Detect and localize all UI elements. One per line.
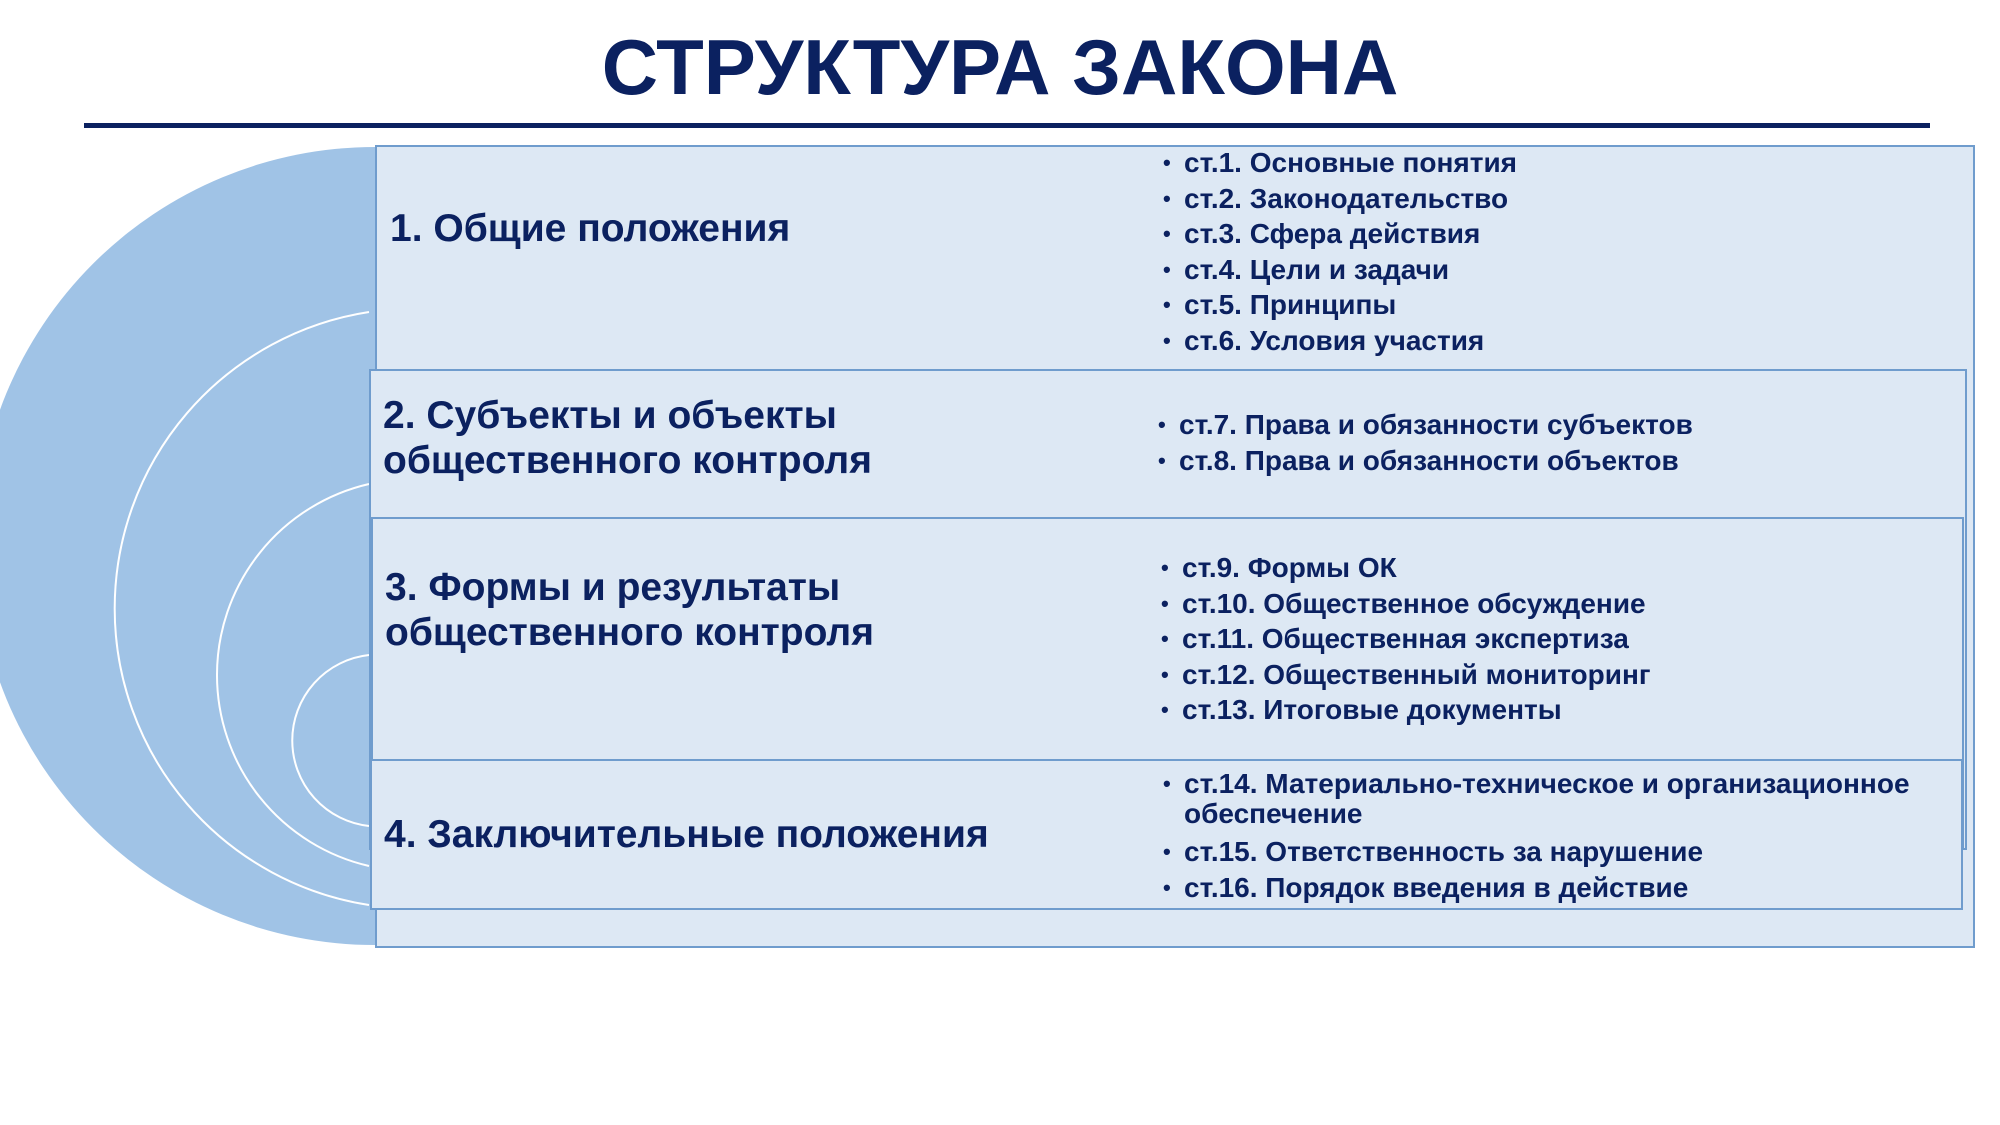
article-list-4 bbox=[1163, 769, 1963, 905]
article-item: • ст.4. Цели и задачи bbox=[1163, 252, 1517, 288]
article-item: • ст.10. Общественное обсуждение bbox=[1161, 586, 1651, 622]
article-item: • ст.8. Права и обязанности объектов bbox=[1158, 443, 1693, 479]
article-item: • ст.6. Условия участия bbox=[1163, 323, 1517, 359]
section-heading-3 bbox=[385, 565, 874, 655]
section-heading-line: общественного контроля bbox=[383, 439, 872, 482]
article-item: • ст.12. Общественный мониторинг bbox=[1161, 657, 1651, 693]
article-item: • ст.3. Сфера действия bbox=[1163, 216, 1517, 252]
article-item: • ст.9. Формы ОК bbox=[1161, 550, 1651, 586]
section-heading-line: 4. Заключительные положения bbox=[384, 813, 989, 856]
article-item: • ст.11. Общественная экспертиза bbox=[1161, 621, 1651, 657]
article-item: • ст.2. Законодательство bbox=[1163, 181, 1517, 217]
outer-arc bbox=[0, 147, 375, 945]
article-item: • ст.15. Ответственность за нарушение bbox=[1163, 834, 1963, 870]
page-title: СТРУКТУРА ЗАКОНА bbox=[601, 23, 1399, 111]
article-item: • ст.14. Материально-техническое и организационное обеспечение bbox=[1163, 769, 1963, 829]
article-item: • ст.7. Права и обязанности субъектов bbox=[1158, 407, 1693, 443]
section-heading-2 bbox=[383, 393, 872, 483]
article-list-3 bbox=[1161, 550, 1651, 728]
section-heading-4 bbox=[384, 812, 989, 857]
article-list-2 bbox=[1158, 407, 1693, 478]
section-heading-1 bbox=[390, 206, 790, 251]
section-heading-line: 3. Формы и результаты bbox=[385, 566, 841, 609]
article-item: • ст.16. Порядок введения в действие bbox=[1163, 870, 1963, 906]
section-heading-line: 1. Общие положения bbox=[390, 207, 791, 250]
section-heading-line: 2. Субъекты и объекты bbox=[383, 394, 837, 437]
section-heading-line: общественного контроля bbox=[385, 611, 874, 654]
article-item: • ст.5. Принципы bbox=[1163, 287, 1517, 323]
article-item: • ст.13. Итоговые документы bbox=[1161, 692, 1651, 728]
article-list-1 bbox=[1163, 145, 1517, 358]
article-item: • ст.1. Основные понятия bbox=[1163, 145, 1517, 181]
